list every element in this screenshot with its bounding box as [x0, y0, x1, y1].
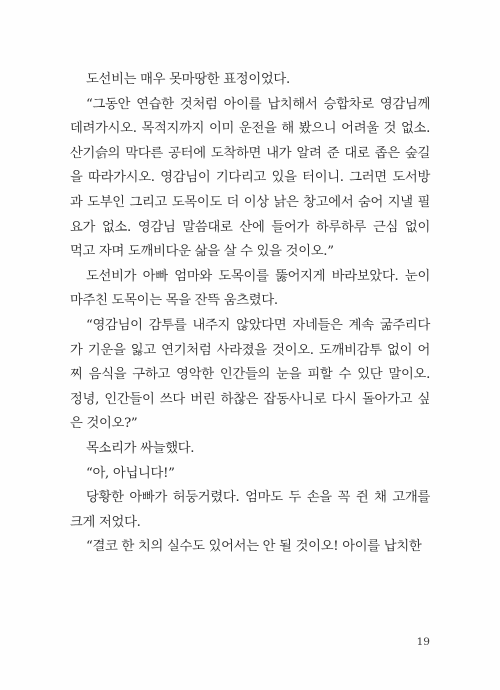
page-number: 19	[416, 636, 430, 648]
text-line: “그동안 연습한 것처럼 아이를 납치해서 승합차로 영감님께	[86, 96, 430, 112]
body-text	[70, 68, 430, 560]
text-line: “영감님이 감투를 내주지 않았다면 자네들은 계속 굶주리다	[86, 317, 430, 333]
text-line: 정녕, 인간들이 쓰다 버린 하찮은 잡동사니로 다시 돌아가고 싶	[70, 391, 430, 407]
text-line: 도선비가 아빠 엄마와 도목이를 뚫어지게 바라보았다. 눈이	[86, 268, 430, 284]
text-line: 크게 저었다.	[70, 514, 141, 530]
text-line: 을 따라가시오. 영감님이 기다리고 있을 터이니. 그러면 도서방	[70, 170, 430, 186]
text-line: 요가 없소. 영감님 말씀대로 산에 들어가 하루하루 근심 없이	[70, 219, 430, 235]
text-line: 산기슭의 막다른 공터에 도착하면 내가 알려 준 대로 좁은 숲길	[70, 145, 430, 161]
text-line: 가 기운을 잃고 연기처럼 사라졌을 것이오. 도깨비감투 없이 어	[70, 342, 430, 358]
text-line: 과 도부인 그리고 도목이도 더 이상 낡은 창고에서 숨어 지낼 필	[70, 194, 430, 210]
text-line: 먹고 자며 도깨비다운 삶을 살 수 있을 것이오.”	[70, 244, 334, 260]
text-line: “결코 한 치의 실수도 있어서는 안 될 것이오! 아이를 납치한	[86, 539, 422, 555]
text-line: 목소리가 싸늘했다.	[86, 440, 195, 456]
text-line: 찌 음식을 구하고 영악한 인간들의 눈을 피할 수 있단 말이오.	[70, 367, 430, 383]
text-line: 마주친 도목이는 목을 잔뜩 움츠렸다.	[70, 293, 278, 309]
text-line: 도선비는 매우 못마땅한 표정이었다.	[86, 72, 290, 87]
text-line: “아, 아닙니다!”	[86, 465, 175, 481]
text-line: 당황한 아빠가 허둥거렸다. 엄마도 두 손을 꼭 쥔 채 고개를	[86, 490, 430, 506]
text-line: 은 것이오?”	[70, 416, 138, 432]
text-line: 데려가시오. 목적지까지 이미 운전을 해 봤으니 어려울 것 없소.	[70, 121, 430, 137]
